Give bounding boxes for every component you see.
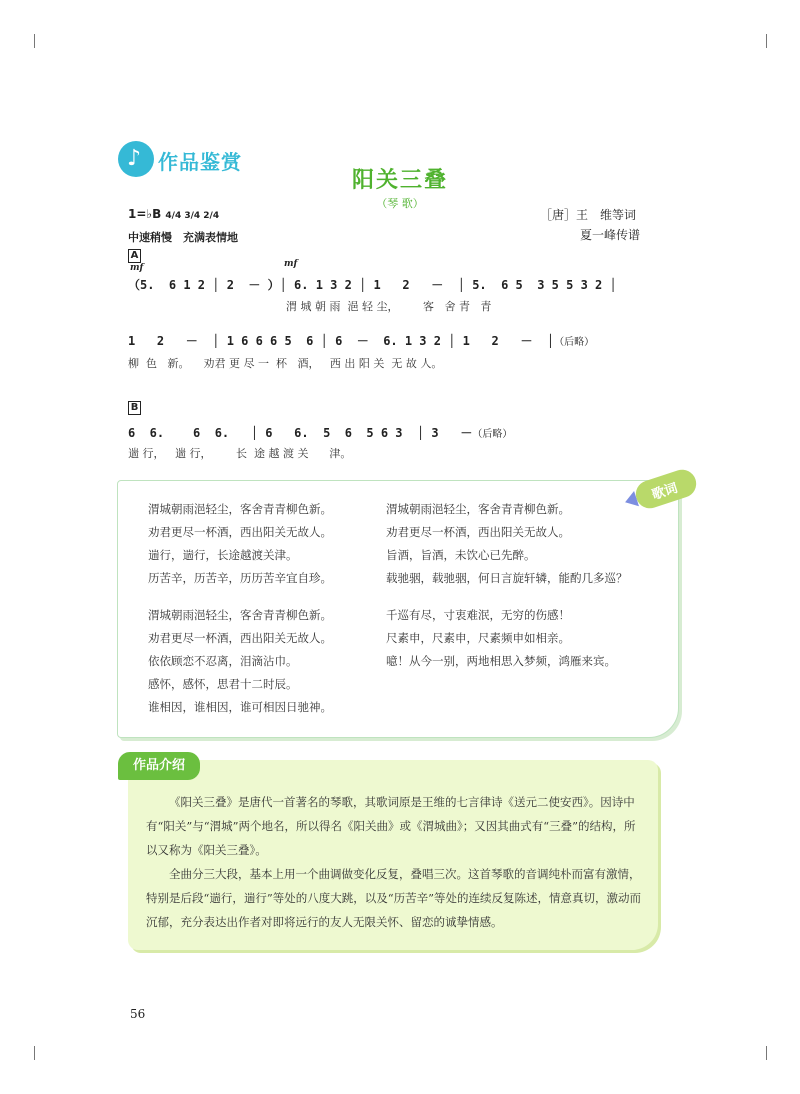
crop-mark (34, 1046, 35, 1060)
lyrics-tag-label: 歌词 (650, 480, 680, 504)
lyric-line: 遄行，遄行，长途越渡关津。 (148, 548, 298, 562)
lyric-line: 渭城朝雨浥轻尘，客舍青青柳色新。 (148, 502, 332, 516)
score-notes-3: 6 6. 6 6. │ 6 6. 5 6 5 6 3 │ 3 － (128, 426, 473, 440)
lyric-line: 劝君更尽一杯酒，西出阳关无故人。 (148, 525, 332, 539)
dynamic-mf: mf (284, 259, 298, 269)
page-number: 56 (130, 1007, 146, 1021)
lyrics-left-column (148, 498, 332, 719)
crop-mark (34, 34, 35, 48)
section-title: 作品鉴赏 (158, 150, 242, 174)
lyric-line: 历苦辛，历苦辛，历历苦辛宜自珍。 (148, 571, 332, 585)
tempo-marking: 中速稍慢 充满表情地 (128, 231, 238, 244)
part-b-label: B (128, 401, 141, 415)
lyric-line (386, 590, 628, 604)
score-lyrics-3: 遄 行， 遄 行， 长 途 越 渡 关 津。 (128, 447, 352, 460)
lyrics-panel (117, 480, 679, 738)
lyric-line: 感怀，感怀，思君十二时辰。 (148, 677, 298, 691)
key-signature (128, 207, 219, 221)
score-line-2 (128, 332, 594, 349)
score-line-3 (128, 424, 512, 441)
meter: 4/4 3/4 2/4 (165, 211, 220, 221)
song-title: 阳关三叠 (351, 168, 448, 193)
intro-paragraph-1: 《阳关三叠》是唐代一首著名的琴歌，其歌词原是王维的七言律诗《送元二使安西》。因诗中有“阳关”与“渭城”两个地名，所以得名《阳关曲》或《渭城曲》；又因其曲式有“三叠”的结构，所以又称为《阳关三叠》。 (146, 795, 636, 857)
score-lyrics-1: 渭 城 朝 雨 浥 轻 尘， 客 舍 青 青 (286, 300, 492, 313)
omitted-note: （后略） (554, 337, 595, 348)
song-subtitle: （琴 歌） (376, 197, 424, 210)
omitted-note: （后略） (472, 429, 513, 440)
composer-credit: 夏一峰传谱 (580, 228, 641, 242)
music-note-icon: ♪ (118, 141, 154, 177)
lyric-line: 载驰骃，载驰骃，何日言旋轩辚，能酌几多巡？ (386, 571, 628, 585)
lyric-line: 劝君更尽一杯酒，西出阳关无故人。 (148, 631, 332, 645)
score-notes-2: 1 2 － │ 1 6 6 6 5 6 │ 6 － 6. 1 3 2 │ 1 2 － │ (128, 334, 555, 348)
intro-text (146, 790, 646, 934)
lyric-line: 尺素申，尺素申，尺素频申如相亲。 (386, 631, 570, 645)
lyrics-right-column (386, 498, 628, 673)
lyric-line: 旨酒，旨酒，未饮心已先醉。 (386, 548, 536, 562)
score-lyrics-2: 柳 色 新。 劝君 更 尽 一 杯 酒， 西 出 阳 关 无 故 人。 (128, 357, 443, 370)
lyric-line: 噫！从今一别，两地相思入梦频，鸿雁来宾。 (386, 654, 616, 668)
crop-mark (766, 34, 767, 48)
lyric-line: 谁相因，谁相因，谁可相因日驰神。 (148, 700, 332, 714)
lyric-line: 渭城朝雨浥轻尘，客舍青青柳色新。 (386, 502, 570, 516)
lyric-line (148, 590, 332, 604)
lyric-line: 渭城朝雨浥轻尘，客舍青青柳色新。 (148, 608, 332, 622)
lyric-line: 劝君更尽一杯酒，西出阳关无故人。 (386, 525, 570, 539)
lyricist-credit: ［唐］王 维等词 (540, 208, 637, 222)
score-line-1: （5. 6 1 2 │ 2 － ）│ 6. 1 3 2 │ 1 2 － │ 5. 6 5 3 5 5 3 2 │ (128, 278, 617, 292)
lyric-line: 依依顾恋不忍离，泪滴沾巾。 (148, 654, 298, 668)
key-value: 1=♭B (128, 207, 162, 221)
dynamic-mf: mf (130, 263, 144, 273)
lyric-line: 千巡有尽，寸衷难泯，无穷的伤感！ (386, 608, 570, 622)
intro-paragraph-2: 全曲分三大段，基本上用一个曲调做变化反复，叠唱三次。这首琴歌的音调纯朴而富有激情，特别是后段“遄行，遄行”等处的八度大跳，以及“历苦辛”等处的连续反复陈述，情意真切，激动而沉郁，充分表达出作者对即将远行的友人无限关怀、留恋的诚挚情感。 (146, 867, 642, 929)
part-a-label: A (128, 249, 141, 263)
crop-mark (766, 1046, 767, 1060)
intro-tag: 作品介绍 (118, 752, 200, 780)
